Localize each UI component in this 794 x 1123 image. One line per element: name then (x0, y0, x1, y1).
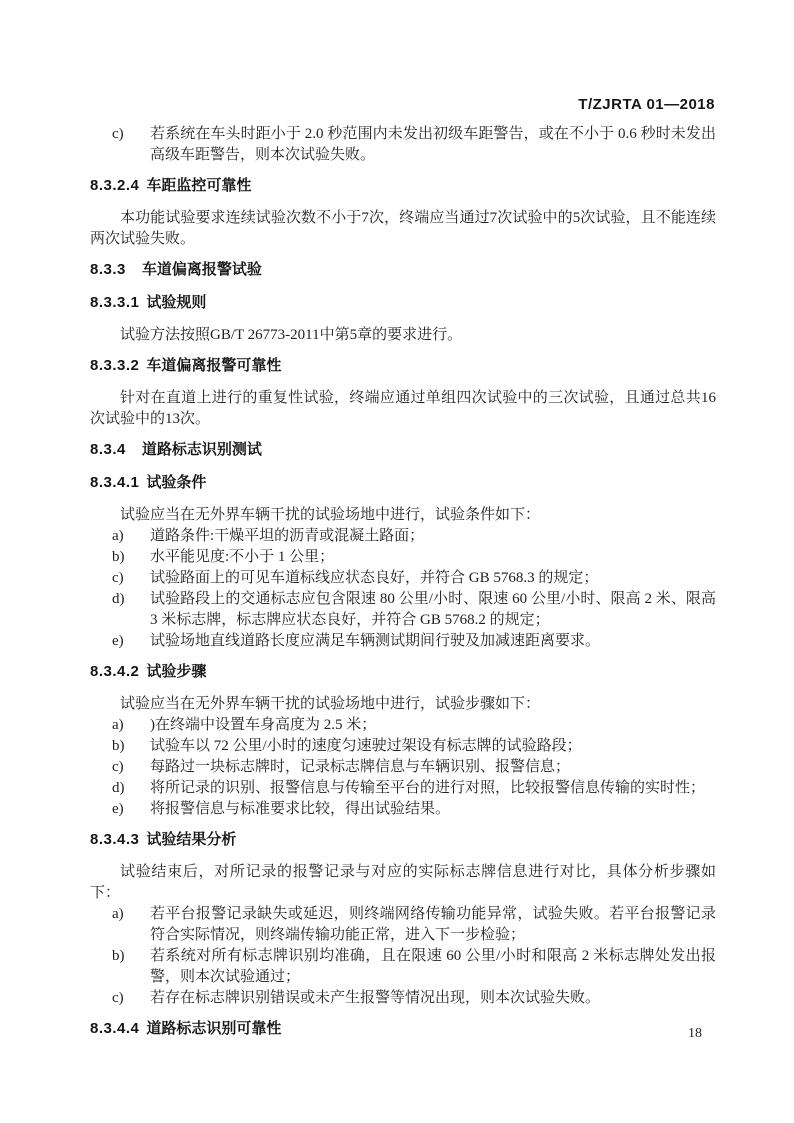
heading-8-3-4 (90, 439, 716, 460)
heading-title: 车道偏离报警可靠性 (146, 357, 282, 374)
list-item (90, 568, 716, 589)
heading-8-3-4-3 (90, 829, 716, 850)
heading-number: 8.3.2.4 (90, 177, 140, 194)
list-item-text: 将报警信息与标准要求比较，得出试验结果。 (150, 801, 451, 817)
list-item-label: c) (112, 990, 124, 1006)
list-item-text: 道路条件:干燥平坦的沥青或混凝土路面； (150, 528, 425, 544)
list-item (90, 589, 716, 631)
list-item (90, 547, 716, 568)
heading-title: 道路标志识别可靠性 (146, 1020, 282, 1037)
heading-8-3-4-2 (90, 661, 716, 682)
heading-number: 8.3.4.1 (90, 474, 140, 491)
list-item (90, 526, 716, 547)
list-item-label: a) (112, 717, 124, 733)
list-item-text: 试验车以 72 公里/小时的速度匀速驶过架设有标志牌的试验路段； (150, 738, 582, 754)
list-item-text: 若系统对所有标志牌识别均准确，且在限速 60 公里/小时和限高 2 米标志牌处发出报警，则本次试验通过； (150, 948, 716, 985)
heading-8-3-2-4 (90, 175, 716, 196)
heading-number: 8.3.3.2 (90, 357, 140, 374)
paragraph: 试验应当在无外界车辆干扰的试验场地中进行，试验步骤如下： (120, 696, 541, 712)
heading-8-3-3-1 (90, 292, 716, 313)
list-item (90, 631, 716, 652)
heading-8-3-3-2 (90, 355, 716, 376)
list-item-label: c) (112, 759, 124, 775)
conditions-list (90, 526, 716, 652)
heading-number: 8.3.4.4 (90, 1020, 140, 1037)
heading-title: 车距监控可靠性 (146, 177, 252, 194)
list-item-text: 若系统在车头时距小于 2.0 秒范围内未发出初级车距警告，或在不小于 0.6 秒时未发出高级车距警告，则本次试验失败。 (150, 126, 716, 163)
list-item-text: )在终端中设置车身高度为 2.5 米； (150, 717, 377, 733)
list-item-label: b) (112, 549, 125, 565)
heading-title: 道路标志识别测试 (141, 441, 262, 458)
list-item-text: 将所记录的识别、报警信息与传输至平台的进行对照，比较报警信息传输的实时性； (150, 780, 706, 796)
list-item-text: 水平能见度:不小于 1 公里； (150, 549, 335, 565)
heading-number: 8.3.4.3 (90, 831, 140, 848)
heading-title: 试验条件 (146, 474, 207, 491)
list-item-label: a) (112, 906, 124, 922)
heading-8-3-3 (90, 259, 716, 280)
paragraph: 试验应当在无外界车辆干扰的试验场地中进行，试验条件如下： (120, 507, 541, 523)
list-item (90, 736, 716, 757)
paragraph: 针对在直道上进行的重复性试验，终端应通过单组四次试验中的三次试验，且通过总共16次试验中的13次。 (90, 390, 716, 427)
heading-title: 试验步骤 (146, 663, 207, 680)
heading-number: 8.3.3 (90, 261, 126, 278)
page-number: 18 (688, 1026, 702, 1041)
list-item (90, 988, 716, 1009)
doc-code-header: T/ZJRTA 01—2018 (578, 96, 715, 113)
heading-number: 8.3.4.2 (90, 663, 140, 680)
heading-number: 8.3.3.1 (90, 294, 140, 311)
list-item (90, 799, 716, 820)
list-item-label: d) (112, 591, 125, 607)
heading-8-3-4-1 (90, 472, 716, 493)
list-item (90, 778, 716, 799)
paragraph: 试验结束后，对所记录的报警记录与对应的实际标志牌信息进行对比，具体分析步骤如下： (90, 864, 716, 901)
list-item-label: c) (112, 126, 124, 142)
list-item-label: e) (112, 801, 124, 817)
analysis-list (90, 904, 716, 1009)
steps-list (90, 715, 716, 820)
list-item-text: 若存在标志牌识别错误或未产生报警等情况出现，则本次试验失败。 (150, 990, 601, 1006)
list-item-text: 试验路面上的可见车道标线应状态良好，并符合 GB 5768.3 的规定； (150, 570, 599, 586)
list-item-text: 试验场地直线道路长度应满足车辆测试期间行驶及加减速距离要求。 (150, 633, 601, 649)
list-item-text: 每路过一块标志牌时，记录标志牌信息与车辆识别、报警信息； (150, 759, 571, 775)
paragraph: 试验方法按照GB/T 26773-2011中第5章的要求进行。 (120, 327, 463, 343)
list-item (90, 757, 716, 778)
list-item-text: 试验路段上的交通标志应包含限速 80 公里/小时、限速 60 公里/小时、限高 2 米、限高 3 米标志牌，标志牌应状态良好，并符合 GB 5768.2 的规定； (150, 591, 716, 628)
list-item-label: b) (112, 738, 125, 754)
list-item-label: d) (112, 780, 125, 796)
list-item (90, 946, 716, 988)
list-item-label: c) (112, 570, 124, 586)
list-item-label: a) (112, 528, 124, 544)
list-item-label: b) (112, 948, 125, 964)
list-item-text: 若平台报警记录缺失或延迟，则终端网络传输功能异常，试验失败。若平台报警记录符合实际情况，则终端传输功能正常，进入下一步检验； (150, 906, 716, 943)
page-content (90, 124, 716, 1051)
heading-title: 试验规则 (146, 294, 207, 311)
heading-title: 车道偏离报警试验 (141, 261, 262, 278)
heading-8-3-4-4 (90, 1018, 716, 1039)
paragraph: 本功能试验要求连续试验次数不小于7次，终端应当通过7次试验中的5次试验，且不能连续两次试验失败。 (90, 210, 716, 247)
list-item (90, 715, 716, 736)
heading-title: 试验结果分析 (146, 831, 237, 848)
list-item (90, 124, 716, 166)
heading-number: 8.3.4 (90, 441, 126, 458)
list-item-label: e) (112, 633, 124, 649)
list-item (90, 904, 716, 946)
